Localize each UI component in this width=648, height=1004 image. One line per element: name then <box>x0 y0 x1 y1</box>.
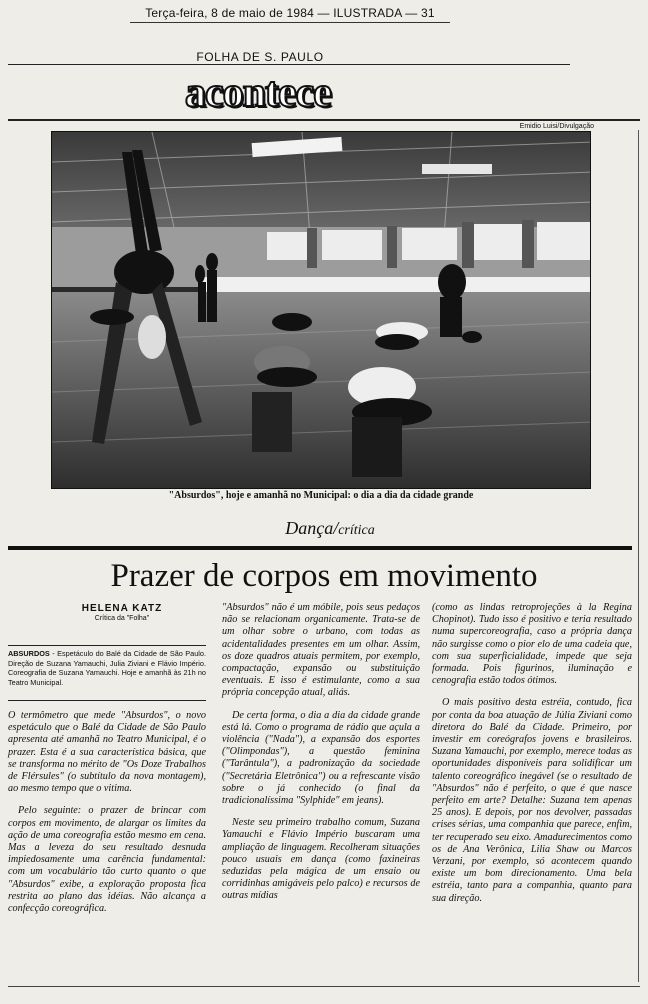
paragraph: De certa forma, o dia a dia da cidade grande está lá. Como o programa de rádio que açula a violência ("Nada"), a expansão dos esportes ("Olimpondas"), a questão feminina ("Tarântula"), a padronização da sociedade ("Secretária Eletrônica") ou a refrescante visão sobre o já conhecido (o final da tradicionalíssima "Sylphide" em jeans). <box>222 709 420 807</box>
author-role: Crítica da "Folha" <box>94 615 150 622</box>
kicker-sub: crítica <box>338 523 375 538</box>
section-rule <box>8 119 640 121</box>
paragraph: O termômetro que mede "Absurdos", o novo espetáculo que o Balé da Cidade de São Paulo apresenta até amanhã no Teatro Municipal, é o prazer. Esta é a sua característica básica, que se transforma no mérito de "Os Doze Trabalhos de Flérsules" (o subtítulo da nova montagem), ao mesmo tempo que o vitima. <box>8 710 206 795</box>
byline <box>52 603 192 622</box>
paragraph: Neste seu primeiro trabalho comum, Suzana Yamauchi e Flávio Império buscaram uma ampliação de linguagem. Recolheram situações pouco usuais em dança (como faxineiras seduzidas pela mágica de um ensaio ou corridinhas amigáveis pelo palco) e recursos de outras mídias <box>222 817 420 902</box>
info-box-rule-top <box>8 645 206 646</box>
section-kicker <box>250 518 410 539</box>
paragraph: "Absurdos" não é um móbile, pois seus pedaços não se relacionam organicamente. Trata-se de um olhar sobre o urbano, com todas as acidentalidades presentes em um olhar. Assim, os doze quadros atuais permitem, por exemplo, compactação, expansão ou substituição eventuais. E isso é estimulante, como a sua própria concepção atual, aliás. <box>222 602 420 699</box>
kicker-main: Dança/ <box>285 518 339 538</box>
paragraph: Pelo seguinte: o prazer de brincar com corpos em movimento, de alargar os limites da ação de uma coreografia estão mesmo em cena. Mas a leveza do seu resultado desnuda impiedosamente uma carência fundamental: com um vocabulário tão curto quanto o que "Absurdos" exibe, a exploração proposta fica restrita ao plano das idéias. Não alcança a confecção coreográfica. <box>8 805 206 915</box>
newspaper-name: FOLHA DE S. PAULO <box>196 50 324 64</box>
paragraph: O mais positivo desta estréia, contudo, fica por conta da boa atuação de Júlia Ziviani como diretora do Balé da Cidade. Primeiro, por investir em coreógrafos jovens e brasileiros. Suzana Yamauchi, por exemplo, merece todas as oportunidades disponíveis para solidificar um talento coreográfico inegável (se o resultado de "Absurdos" não é perfeito, o que é que nasce perfeito em arte? Detalhe: Suzana tem apenas 25 anos). E depois, por nos devolver, passadas crises sérias, uma companhia que parece, enfim, ter recuperado seu eixo. Amadurecimentos como os de Ana Verônica, Lilia Shaw ou Marcos Verzani, por exemplo, só acontecem quando existe um bom direcionamento. Uma bela estréia, tanto para a companhia, quanto para sua direção. <box>432 697 632 904</box>
show-info-text: - Espetáculo do Balé da Cidade de São Paulo. Direção de Suzana Yamauchi, Julia Ziviani e Flávio Império. Coreografia de Suzana Yamauchi. Hoje e amanhã às 21h no Teatro Municipal. <box>8 649 206 687</box>
section-logo: acontece <box>185 70 331 116</box>
article-column-1 <box>8 710 206 925</box>
paragraph: (como as lindas retroprojeções à la Regina Chopinot). Tudo isso é positivo e teria resultado numa supercoreografia, caso a própria dança não surgisse como o pior elo de uma cadeia que, com sua superficialidade, impede que seja formada. Pois figurinos, iluminação e cenografia estão todos ótimos. <box>432 602 632 687</box>
show-info-box <box>8 649 206 687</box>
bottom-rule <box>8 986 640 987</box>
article-column-2 <box>222 602 420 913</box>
dateline-rule <box>130 22 450 23</box>
photo-caption: "Absurdos", hoje e amanhã no Municipal: o dia a dia da cidade grande <box>168 490 474 501</box>
headline: Prazer de corpos em movimento <box>110 558 538 594</box>
dance-photo <box>51 131 591 489</box>
headline-rule <box>8 546 632 550</box>
photo-credit: Emidio Luisi/Divulgação <box>519 123 594 130</box>
header-rule <box>8 64 570 65</box>
article-column-3 <box>432 602 632 915</box>
show-info-label: ABSURDOS <box>8 649 50 658</box>
info-box-rule-bottom <box>8 700 206 701</box>
author-name: HELENA KATZ <box>81 603 163 614</box>
rehearsal-photo-illustration <box>52 132 591 489</box>
dateline: Terça-feira, 8 de maio de 1984 — ILUSTRADA — 31 <box>145 6 435 20</box>
